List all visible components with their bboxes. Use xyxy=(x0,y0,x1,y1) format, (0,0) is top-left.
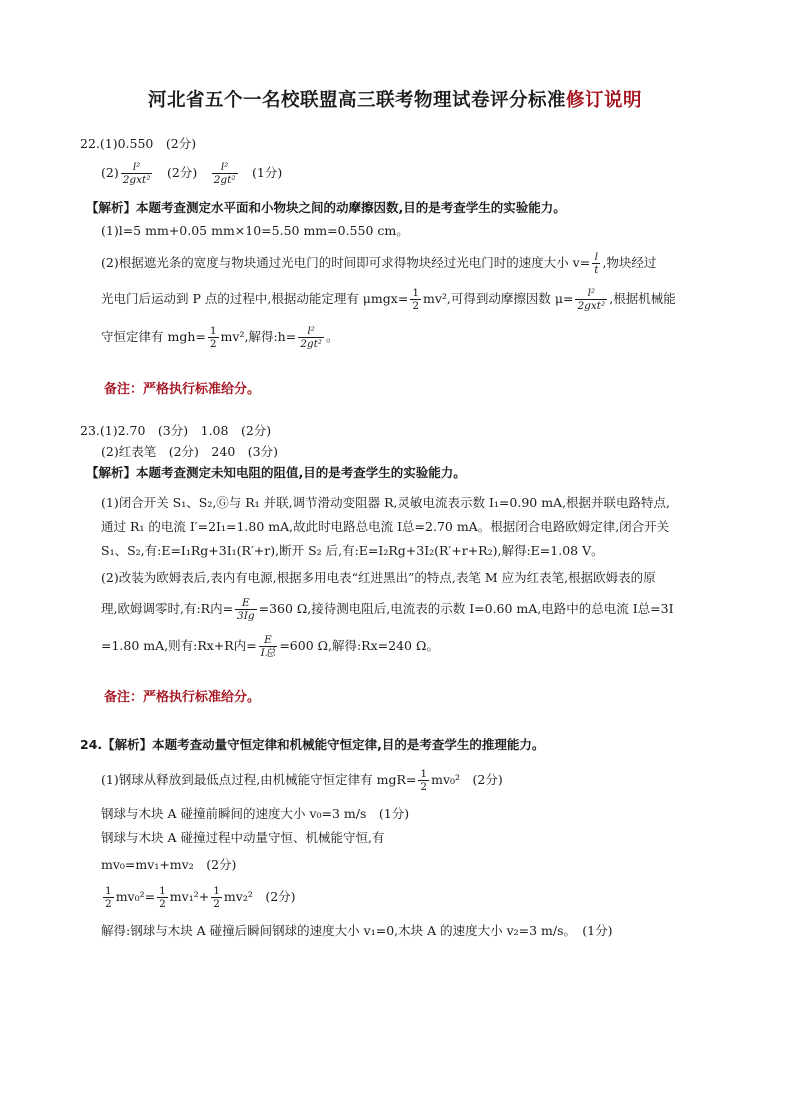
q22-part-2-line-3 xyxy=(101,322,339,352)
frac-num: E xyxy=(259,634,278,647)
frac-den: 2 xyxy=(213,898,220,910)
q23-frac-total xyxy=(259,634,278,659)
text: mv₁²+ xyxy=(169,889,210,904)
analysis-text: 本题考查测定未知电阻的阻值,目的是考查学生的实验能力。 xyxy=(136,465,466,480)
q23-part-2-line-1: (2)改装为欧姆表后,表内有电源,根据多用电表“红进黑出”的特点,表笔 M 应为红表笔,根据欧姆表的原 xyxy=(101,570,656,585)
text: mv₀²= xyxy=(115,889,156,904)
frac-num: 1 xyxy=(159,885,166,897)
question-number: 24. xyxy=(80,737,103,752)
q22-part-1: (1)l=5 mm+0.05 mm×10=5.50 mm=0.550 cm。 xyxy=(101,223,409,238)
q22-frac-half-2 xyxy=(208,325,219,350)
q24-line-2: 钢球与木块 A 碰撞前瞬间的速度大小 v₀=3 m/s (1分) xyxy=(101,806,410,821)
q23-part-1-line-2: 通过 R₁ 的电流 I′=2I₁=1.80 mA,故此时电路总电流 I总=2.70 mA。根据闭合电路欧姆定律,闭合开关 xyxy=(101,519,670,534)
frac-den: I总 xyxy=(260,647,276,659)
q23-answer-1: 23.(1)2.70 (3分) 1.08 (2分) xyxy=(80,423,272,438)
q24-line-4: mv₀=mv₁+mv₂ (2分) xyxy=(101,857,237,872)
analysis-tag: 【解析】 xyxy=(102,737,153,752)
frac-num: 1 xyxy=(412,287,419,299)
frac-den: 2gxt² xyxy=(577,300,606,312)
frac-num: l² xyxy=(121,161,153,174)
q22-answer-1: 22.(1)0.550 (2分) xyxy=(80,136,197,151)
q22-frac-half xyxy=(410,287,421,312)
q22-score-2: (1分) xyxy=(239,165,283,180)
text: (2)根据遮光条的宽度与物块通过光电门的时间即可求得物块经过光电门时的速度大小 v= xyxy=(101,255,591,270)
q24-line-6: 解得:钢球与木块 A 碰撞后瞬间钢球的速度大小 v₁=0,木块 A 的速度大小 v₂=3 m/s。 (1分) xyxy=(101,923,613,938)
q22-frac-mu xyxy=(575,287,607,312)
title-revision: 修订说明 xyxy=(566,90,643,111)
frac-den: 2gt² xyxy=(213,174,236,186)
frac-num: l² xyxy=(298,325,324,338)
frac-num: 1 xyxy=(213,885,220,897)
text: =600 Ω,解得:Rx=240 Ω。 xyxy=(279,638,439,653)
frac-den: 2 xyxy=(412,300,419,312)
q23-frac-rin xyxy=(235,597,257,622)
q22-part-2-line-1 xyxy=(101,248,656,278)
text: 守恒定律有 mgh= xyxy=(101,329,206,344)
frac-den: 3Ig xyxy=(237,610,255,622)
q24-frac-2 xyxy=(103,885,114,910)
text: mv₂² (2分) xyxy=(223,889,296,904)
text: 。 xyxy=(326,329,339,344)
q23-analysis-heading xyxy=(86,464,466,482)
text: mv²,解得:h= xyxy=(220,329,297,344)
q22-part-2-line-2 xyxy=(101,284,676,314)
q24-analysis-heading xyxy=(80,736,544,754)
q24-line-3: 钢球与木块 A 碰撞过程中动量守恒、机械能守恒,有 xyxy=(101,830,385,845)
q22-answer-2 xyxy=(101,158,282,188)
title-main: 河北省五个一名校联盟高三联考物理试卷评分标准 xyxy=(147,90,566,111)
text: ,根据机械能 xyxy=(609,291,676,306)
text: 光电门后运动到 P 点的过程中,根据动能定理有 μmgx= xyxy=(101,291,409,306)
analysis-text: 本题考查动量守恒定律和机械能守恒定律,目的是考查学生的推理能力。 xyxy=(152,737,545,752)
q22-frac-1 xyxy=(121,161,153,186)
q23-part-1-line-1: (1)闭合开关 S₁、S₂,Ⓖ与 R₁ 并联,调节滑动变阻器 R,灵敏电流表示数 I₁=0.90 mA,根据并联电路特点, xyxy=(101,495,671,510)
frac-num: 1 xyxy=(209,325,217,337)
frac-num: l xyxy=(592,251,600,264)
q22-answer-2-label: (2) xyxy=(101,165,119,180)
frac-den: 2gt² xyxy=(300,338,323,350)
q22-frac-v xyxy=(592,251,600,276)
text: 理,欧姆调零时,有:R内= xyxy=(101,601,234,616)
frac-num: E xyxy=(235,597,257,610)
frac-num: l² xyxy=(575,287,607,300)
q23-part-2-line-2 xyxy=(101,594,674,624)
q23-answer-2: (2)红表笔 (2分) 240 (3分) xyxy=(101,444,278,459)
q22-analysis-heading xyxy=(86,199,566,217)
frac-num: 1 xyxy=(105,885,112,897)
text: =360 Ω,接待测电阻后,电流表的示数 I=0.60 mA,电路中的总电流 I总=3I xyxy=(258,601,674,616)
text: (1)钢球从释放到最低点过程,由机械能守恒定律有 mgR= xyxy=(101,772,417,787)
q22-frac-h xyxy=(298,325,324,350)
q22-score-1: (2分) xyxy=(154,165,210,180)
q23-note: 备注：严格执行标准给分。 xyxy=(104,690,261,705)
frac-den: 2 xyxy=(209,338,217,350)
q24-frac-1 xyxy=(418,768,429,793)
q23-part-2-line-3 xyxy=(101,631,439,661)
frac-den: 2 xyxy=(159,898,166,910)
frac-den: 2 xyxy=(420,781,428,793)
text: mv²,可得到动摩擦因数 μ= xyxy=(423,291,574,306)
analysis-tag: 【解析】 xyxy=(86,200,137,215)
frac-den: 2 xyxy=(105,898,112,910)
analysis-tag: 【解析】 xyxy=(86,465,137,480)
frac-den: t xyxy=(594,264,599,276)
frac-num: l² xyxy=(212,161,238,174)
frac-den: 2gxt² xyxy=(122,174,151,186)
text: mv₀² (2分) xyxy=(431,772,503,787)
frac-num: 1 xyxy=(420,768,428,780)
analysis-text: 本题考查测定水平面和小物块之间的动摩擦因数,目的是考查学生的实验能力。 xyxy=(136,200,566,215)
q22-frac-2 xyxy=(212,161,238,186)
q23-part-1-line-3: S₁、S₂,有:E=I₁Rg+3I₁(R′+r),断开 S₂ 后,有:E=I₂Rg+3I₂(R′+r+R₂),解得:E=1.08 V。 xyxy=(101,543,604,558)
q24-part-1-line-1 xyxy=(101,765,503,795)
q24-frac-3 xyxy=(157,885,168,910)
text: ,物块经过 xyxy=(602,255,657,270)
page-title xyxy=(0,86,790,112)
text: =1.80 mA,则有:Rx+R内= xyxy=(101,638,257,653)
q24-line-5 xyxy=(101,880,296,914)
q22-note: 备注：严格执行标准给分。 xyxy=(104,382,261,397)
q24-frac-4 xyxy=(211,885,222,910)
